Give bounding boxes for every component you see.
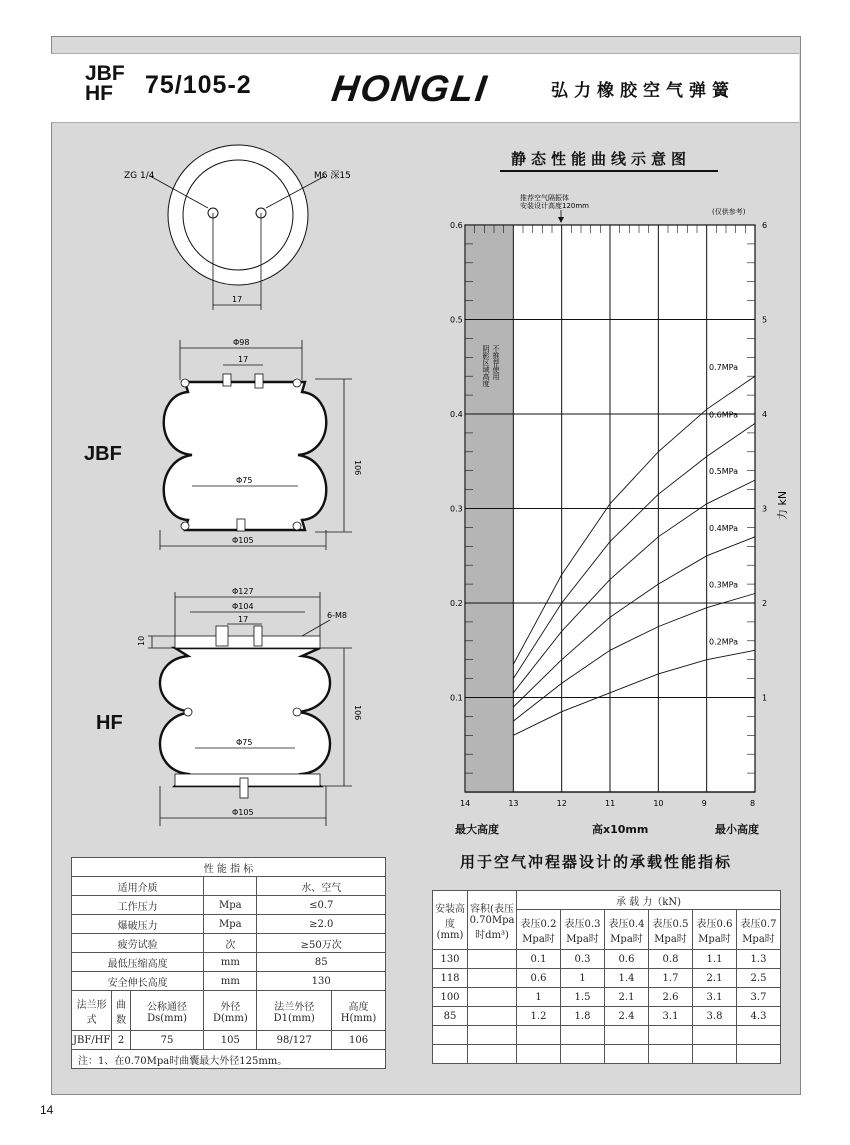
chart-y-right-label: 力 kN (776, 490, 789, 520)
y-right-tick-label: 4 (762, 410, 768, 419)
y-left-tick-label: 0.5 (450, 315, 463, 325)
table-row (433, 1045, 781, 1064)
page-number: 14 (40, 1103, 54, 1117)
table-row: 118 0.6 1 1.4 1.7 2.1 2.5 (433, 969, 781, 988)
x-tick-label: 12 (556, 799, 567, 808)
jbf-d-top-label: Φ98 (233, 338, 250, 347)
chart-ref-note: (仅供参考) (712, 208, 746, 216)
curve-label: 0.3MPa (709, 580, 738, 590)
top-spacing-label: 17 (232, 295, 243, 304)
y-right-tick-label: 2 (762, 599, 768, 608)
jbf-d-inner-label: 17 (238, 355, 249, 364)
chart-x-mid-label: 高x10mm (592, 823, 649, 836)
hf-d-bottom-label: Φ105 (232, 808, 254, 817)
y-right-tick-label: 5 (762, 315, 768, 325)
hf-label: HF (96, 712, 123, 734)
model-number: 75/105-2 (145, 71, 252, 99)
hf-d-second-label: Φ104 (232, 602, 254, 611)
chart-x-right-label: 最小高度 (715, 823, 759, 836)
table-row: 最低压缩高度 mm 85 (72, 953, 386, 972)
hf-flange-label: 10 (137, 635, 146, 646)
jbf-label: JBF (84, 443, 122, 465)
hf-d-inner-label: 17 (238, 615, 249, 624)
jbf-d-mid-label: Φ75 (236, 476, 253, 485)
x-tick-label: 10 (653, 799, 664, 808)
chart-note-top-line2: 安装设计高度120mm (520, 202, 589, 210)
table-row: 工作压力 Mpa ≤0.7 (72, 896, 386, 915)
spec-header-row: 法兰形式 曲数 公称通径 Ds(mm) 外径 D(mm) 法兰外径 D1(mm) 高度 H(mm) (72, 991, 386, 1031)
chart-shade-note-2: 阴影区域高度 (482, 345, 490, 387)
chart-shade-note-1: 不推荐使用 (492, 345, 500, 380)
perf-table-note: 注：1、在0.70Mpa时曲囊最大外径125mm。 (72, 1050, 386, 1069)
hf-d-top-label: Φ127 (232, 587, 254, 596)
y-left-tick-label: 0.6 (450, 221, 463, 230)
load-header-height: 安装高度(mm) (433, 891, 468, 950)
load-capacity-table: 安装高度(mm) 容积(表压0.70Mpa时dm³) 承 载 力（kN) 表压0.2 Mpa时 表压0.3 Mpa时 表压0.4 Mpa时 表压0.5 Mpa时 表压0.6 Mpa时 表压0.7 Mpa时 130 0.1 0.3 0.6 0.8 1.1 1.3 118 0.6 1 1.4 1.7 2.1 2.5 100 1 1.5 2.1 2.6 3.1 3.7 85 1.2 1.8 2.4 3.1 3.8 4.3 (432, 890, 781, 1064)
spec-value-row: JBF/HF 2 75 105 98/127 106 (72, 1031, 386, 1050)
x-tick-label: 14 (460, 799, 471, 808)
table-row: 安全伸长高度 mm 130 (72, 972, 386, 991)
x-tick-label: 8 (750, 799, 756, 808)
table-row: 爆破压力 Mpa ≥2.0 (72, 915, 386, 934)
x-tick-label: 11 (605, 799, 616, 808)
top-port-left-label: ZG 1/4 (124, 171, 155, 181)
performance-table (71, 857, 386, 1069)
table-row: 100 1 1.5 2.1 2.6 3.1 3.7 (433, 988, 781, 1007)
load-header-capacity: 承 载 力（kN) (517, 891, 781, 910)
top-port-right-label: M6 深15 (314, 171, 351, 181)
curve-label: 0.4MPa (709, 523, 738, 533)
chart-x-left-label: 最大高度 (455, 823, 499, 836)
curve-label: 0.2MPa (709, 637, 738, 647)
model-line-1: JBF (85, 62, 125, 85)
model-line-2: HF (85, 82, 113, 105)
table-row: 130 0.1 0.3 0.6 0.8 1.1 1.3 (433, 950, 781, 969)
brand-name: HONGLI (329, 68, 491, 109)
y-right-tick-label: 3 (762, 504, 768, 514)
hf-bolt-label: 6-M8 (327, 611, 347, 620)
table-row (433, 1026, 781, 1045)
perf-table-title: 性 能 指 标 (72, 858, 386, 877)
chart-title: 静态性能曲线示意图 (511, 150, 692, 168)
tagline: 弘力橡胶空气弹簧 (551, 81, 735, 101)
y-left-tick-label: 0.4 (450, 410, 463, 419)
load-table-title: 用于空气冲程器设计的承载性能指标 (460, 853, 733, 871)
table-row: 适用介质 水、空气 (72, 877, 386, 896)
table-row: 疲劳试验 次 ≥50万次 (72, 934, 386, 953)
hf-height-label: 106 (353, 705, 362, 721)
table-row: 85 1.2 1.8 2.4 3.1 3.8 4.3 (433, 1007, 781, 1026)
x-tick-label: 9 (701, 799, 707, 808)
jbf-d-bottom-label: Φ105 (232, 536, 254, 545)
chart-note-top-line1: 推荐空气隔振体 (520, 194, 569, 202)
x-tick-label: 13 (508, 799, 519, 808)
curve-label: 0.6MPa (709, 410, 738, 420)
jbf-height-label: 106 (353, 460, 362, 476)
curve-label: 0.7MPa (709, 363, 738, 373)
y-left-tick-label: 0.2 (450, 599, 463, 608)
hf-d-mid-label: Φ75 (236, 738, 253, 747)
curve-label: 0.5MPa (709, 467, 738, 477)
load-header-volume: 容积(表压0.70Mpa时dm³) (468, 891, 517, 950)
y-right-tick-label: 1 (762, 693, 768, 703)
y-left-tick-label: 0.3 (450, 504, 463, 514)
y-right-tick-label: 6 (762, 221, 768, 230)
y-left-tick-label: 0.1 (450, 693, 463, 703)
